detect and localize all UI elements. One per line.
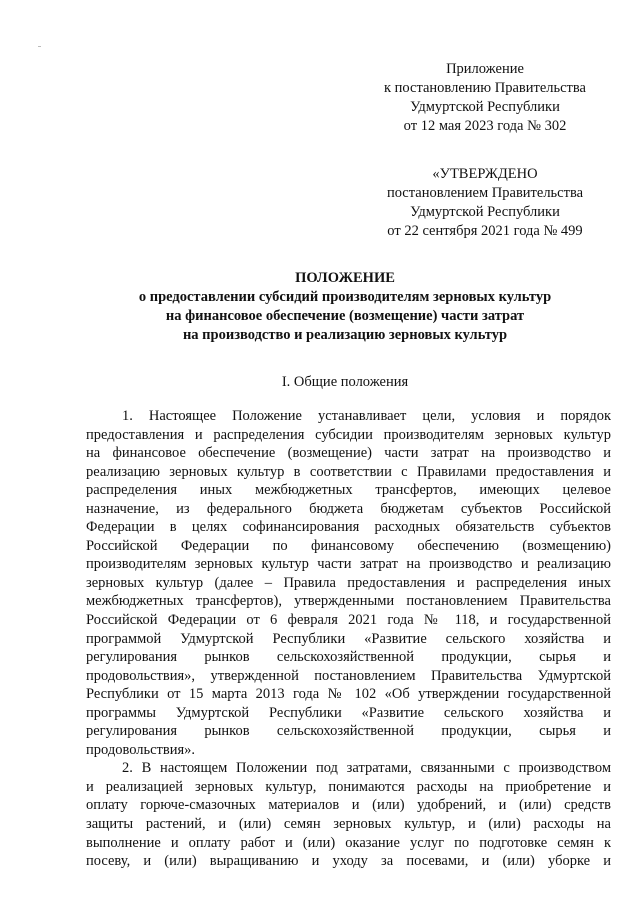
body-line: продовольствия», утвержденной постановлением Правительства Удмуртской bbox=[86, 667, 611, 684]
body-line: выполнение и оплату работ и (или) оказание услуг по подготовке семян к bbox=[86, 834, 611, 851]
body-line: 1. Настоящее Положение устанавливает цели, условия и порядок bbox=[122, 408, 611, 424]
body-line: продовольствия». bbox=[86, 741, 196, 758]
body-line: защиты растений, и (или) семян зерновых культур, и (или) расходы на bbox=[86, 816, 611, 833]
body-line: межбюджетных трансфертов), утвержденными постановлением Правительства bbox=[86, 593, 611, 610]
title-heading: ПОЛОЖЕНИЕ bbox=[295, 270, 395, 286]
body-line: Российской Федерации по финансовому обеспечению (возмещению) bbox=[86, 537, 611, 554]
body-line: производителям зерновых культур части затрат на производство и реализацию bbox=[86, 556, 611, 573]
title-line-2: на финансовое обеспечение (возмещение) части затрат bbox=[165, 308, 525, 324]
body-line: реализацию зерновых культур в соответствии с Правилами предоставления и bbox=[86, 463, 611, 480]
body-line: регулирования рынков сельскохозяйственной продукции, сырья и bbox=[86, 649, 611, 666]
appendix-line-1: Приложение bbox=[446, 61, 524, 77]
body-line: посеву, и (или) выращиванию и уходу за посевами, и (или) уборке и bbox=[86, 853, 611, 870]
approved-line-1: «УТВЕРЖДЕНО bbox=[432, 166, 538, 182]
approved-line-2: постановлением Правительства bbox=[386, 185, 584, 201]
document-title bbox=[80, 269, 610, 345]
body-line: 2. В настоящем Положении под затратами, связанными с производством bbox=[122, 760, 611, 777]
body-line: зерновых культур (далее – Правила предоставления и распределения иных bbox=[86, 574, 611, 591]
body-text bbox=[86, 407, 611, 871]
body-line: предоставления и распределения субсидии производителям зерновых культур bbox=[86, 426, 611, 443]
body-line: Федерации в целях софинансирования расходных обязательств субъектов bbox=[86, 519, 611, 536]
appendix-block bbox=[360, 60, 610, 136]
body-line: и реализацией зерновых культур, понимаются расходы на приобретение и bbox=[86, 778, 611, 795]
body-line: Республики от 15 марта 2013 года № 102 «Об утверждении государственной bbox=[86, 686, 611, 703]
title-line-1: о предоставлении субсидий производителям зерновых культур bbox=[138, 289, 552, 305]
appendix-line-2: к постановлению Правительства bbox=[384, 80, 586, 96]
title-line-3: на производство и реализацию зерновых культур bbox=[182, 327, 508, 343]
approved-line-3: Удмуртской Республики bbox=[410, 204, 560, 220]
body-line: оплату горюче-смазочных материалов и (или) удобрений, и (или) средств bbox=[86, 797, 611, 814]
approved-block bbox=[360, 165, 610, 241]
body-line: программой Удмуртской Республики «Развитие сельского хозяйства и bbox=[86, 630, 611, 647]
section-heading: I. Общие положения bbox=[281, 374, 409, 390]
body-line: программы Удмуртской Республики «Развитие сельского хозяйства и bbox=[86, 704, 611, 721]
appendix-line-3: Удмуртской Республики bbox=[410, 99, 560, 115]
body-line: назначение, из федерального бюджета бюджетам субъектов Российской bbox=[86, 500, 611, 517]
scan-speck bbox=[38, 46, 41, 47]
body-line: распределения иных межбюджетных трансфертов, имеющих целевое bbox=[86, 482, 611, 499]
approved-line-4: от 22 сентября 2021 года № 499 bbox=[387, 223, 583, 239]
body-line: регулирования рынков сельскохозяйственной продукции, сырья и bbox=[86, 723, 611, 740]
body-line: на финансовое обеспечение (возмещение) части затрат на производство и bbox=[86, 445, 611, 462]
body-line: Российской Федерации от 6 февраля 2021 года № 118, и государственной bbox=[86, 612, 611, 629]
appendix-line-4: от 12 мая 2023 года № 302 bbox=[403, 118, 567, 134]
